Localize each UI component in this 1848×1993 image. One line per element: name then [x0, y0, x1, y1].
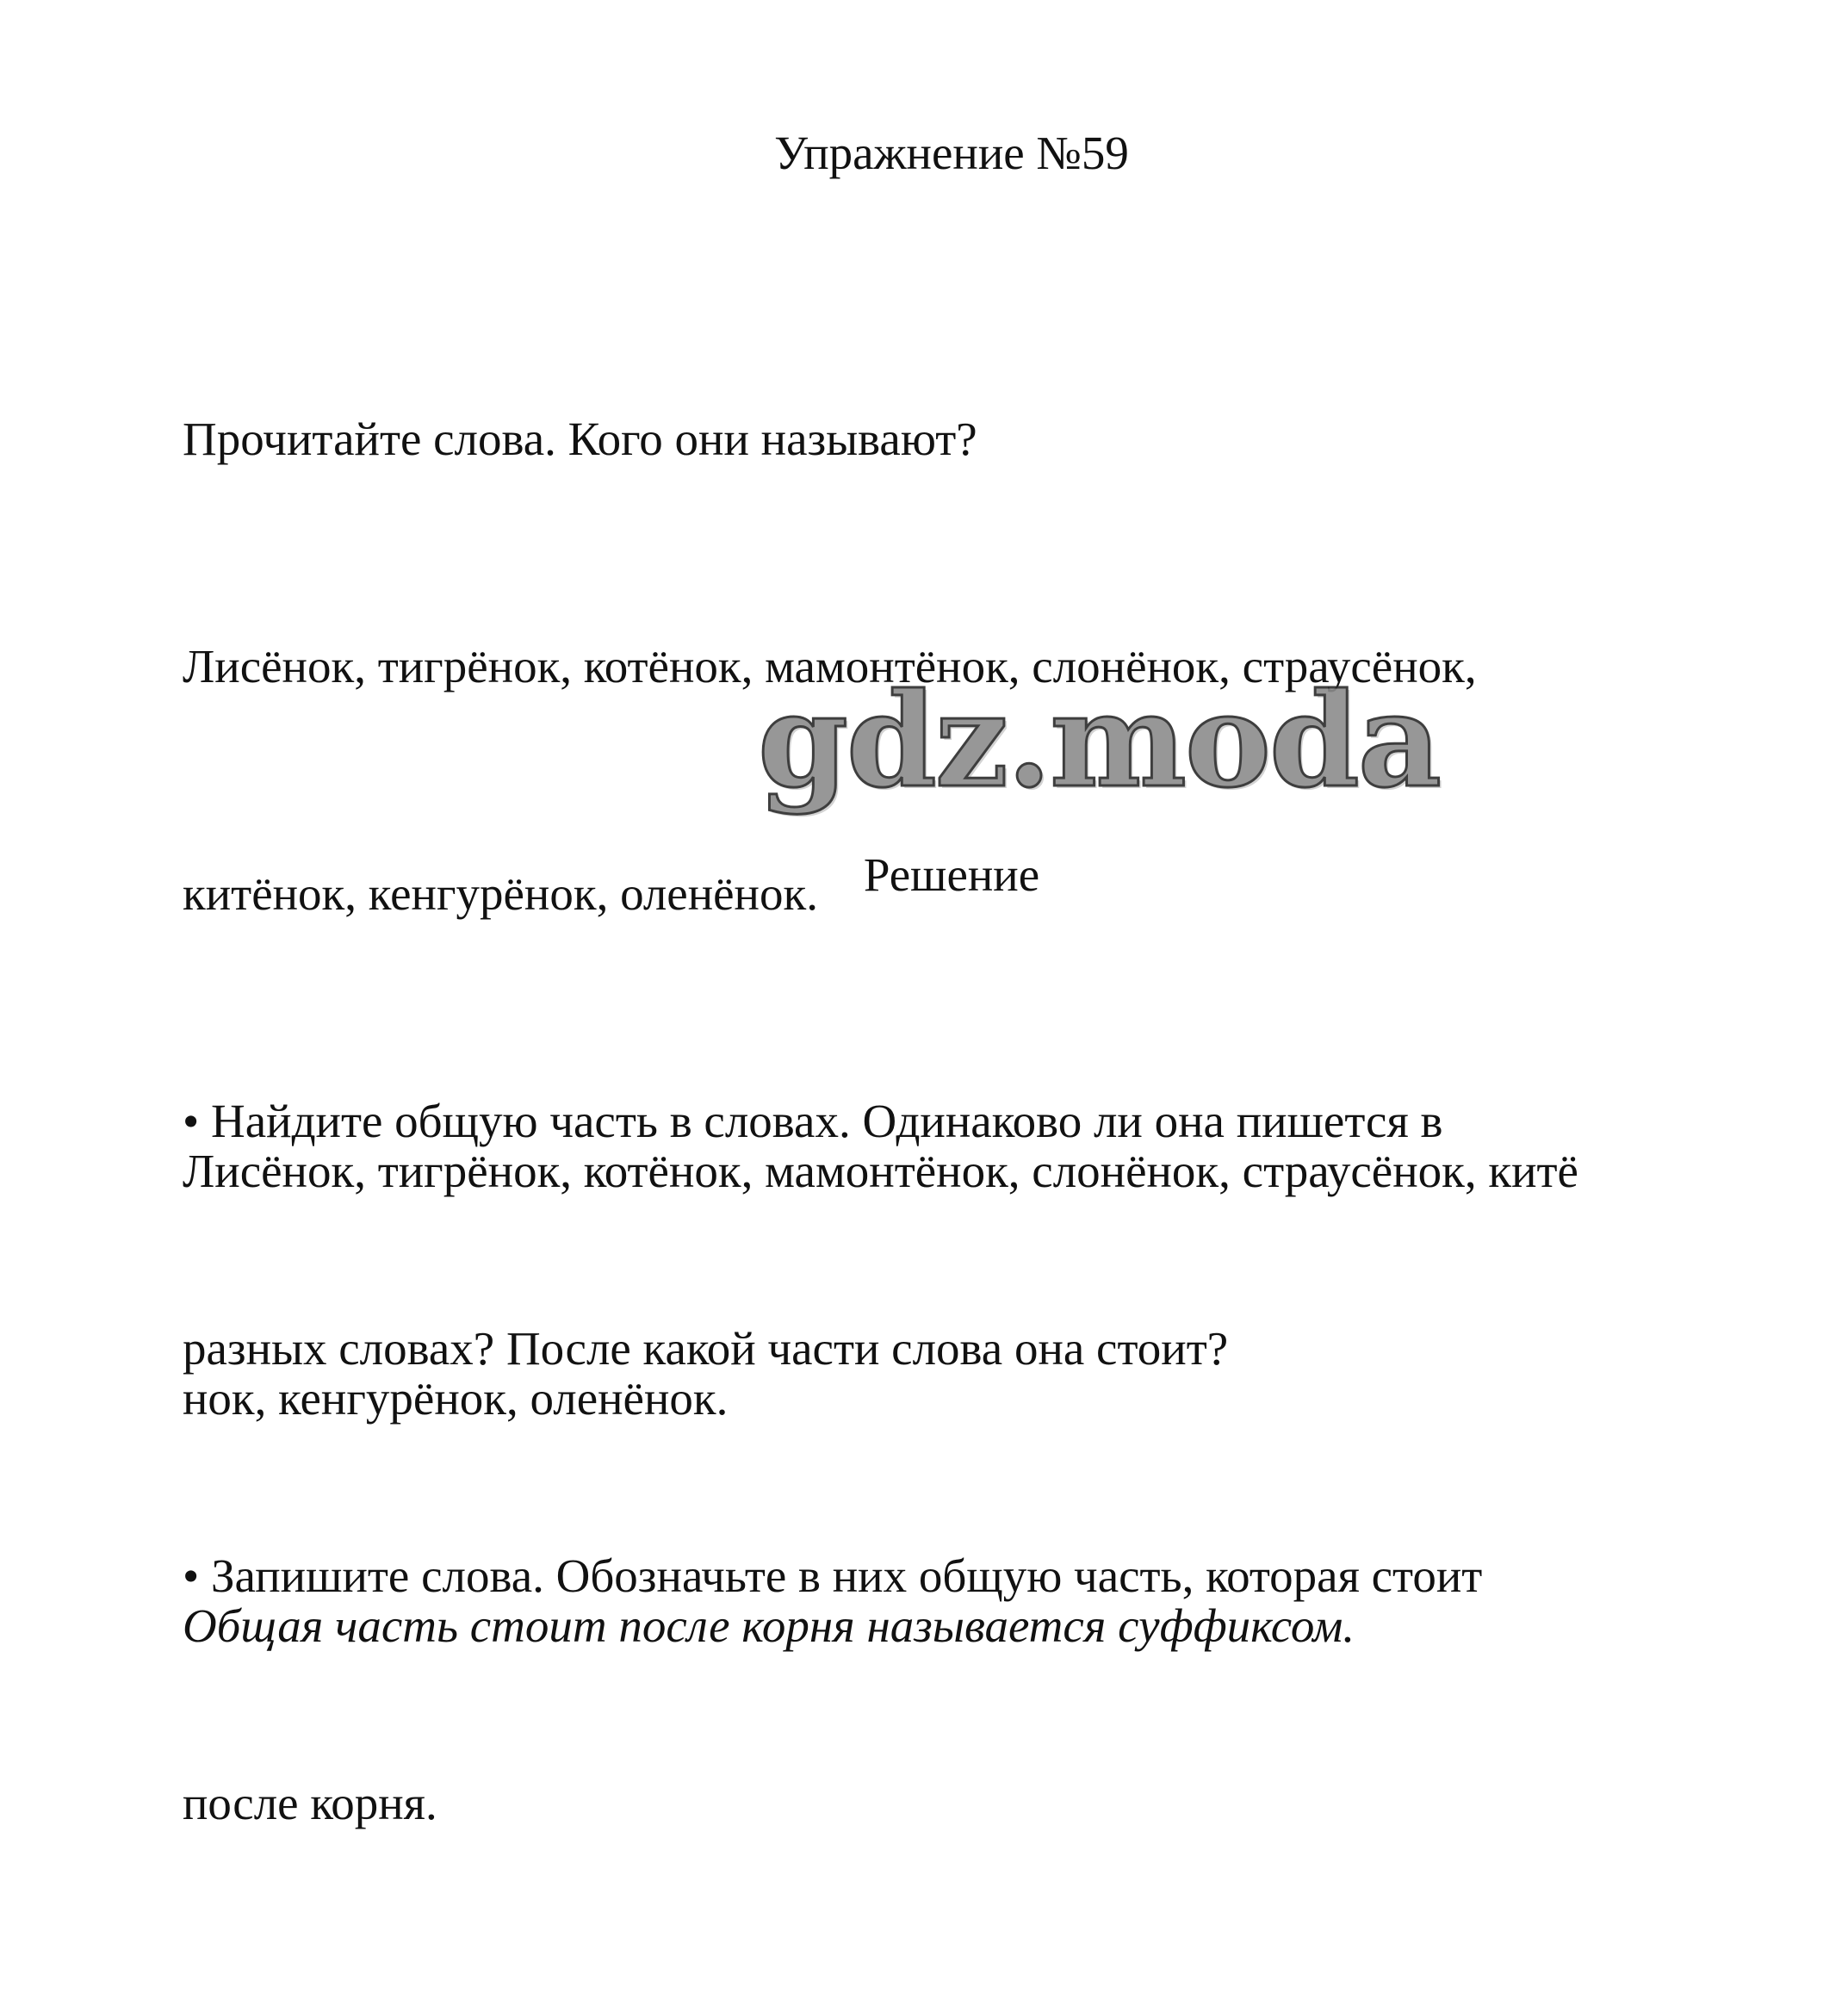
answer-text	[183, 982, 1776, 1816]
task-line: Прочитайте слова. Кого они называют?	[183, 413, 977, 465]
answer-conclusion: Общая часть стоит после корня называется суффиксом.	[183, 1599, 1355, 1652]
solution-title: Решение	[863, 848, 1040, 901]
task-line: разных словах? После какой части слова она стоит?	[183, 1322, 1229, 1375]
task-line: • Запишите слова. Обозначьте в них общую часть, которая стоит	[183, 1549, 1483, 1602]
task-line: Лисёнок, тигрёнок, котёнок, мамонтёнок, слонёнок, страусёнок,	[183, 640, 1477, 692]
task-line: • Найдите общую часть в словах. Одинаково ли она пишется в	[183, 1095, 1443, 1147]
task-line: китёнок, кенгурёнок, оленёнок.	[183, 867, 818, 920]
task-line: после корня.	[183, 1777, 437, 1829]
answer-line: Лисёнок, тигрёнок, котёнок, мамонтёнок, слонёнок, страусёнок, китё	[183, 1145, 1578, 1197]
exercise-title: Упражнение №59	[774, 127, 1129, 179]
watermark-logo: gdz.moda	[758, 665, 1441, 816]
answer-line: нок, кенгурёнок, оленёнок.	[183, 1372, 729, 1425]
